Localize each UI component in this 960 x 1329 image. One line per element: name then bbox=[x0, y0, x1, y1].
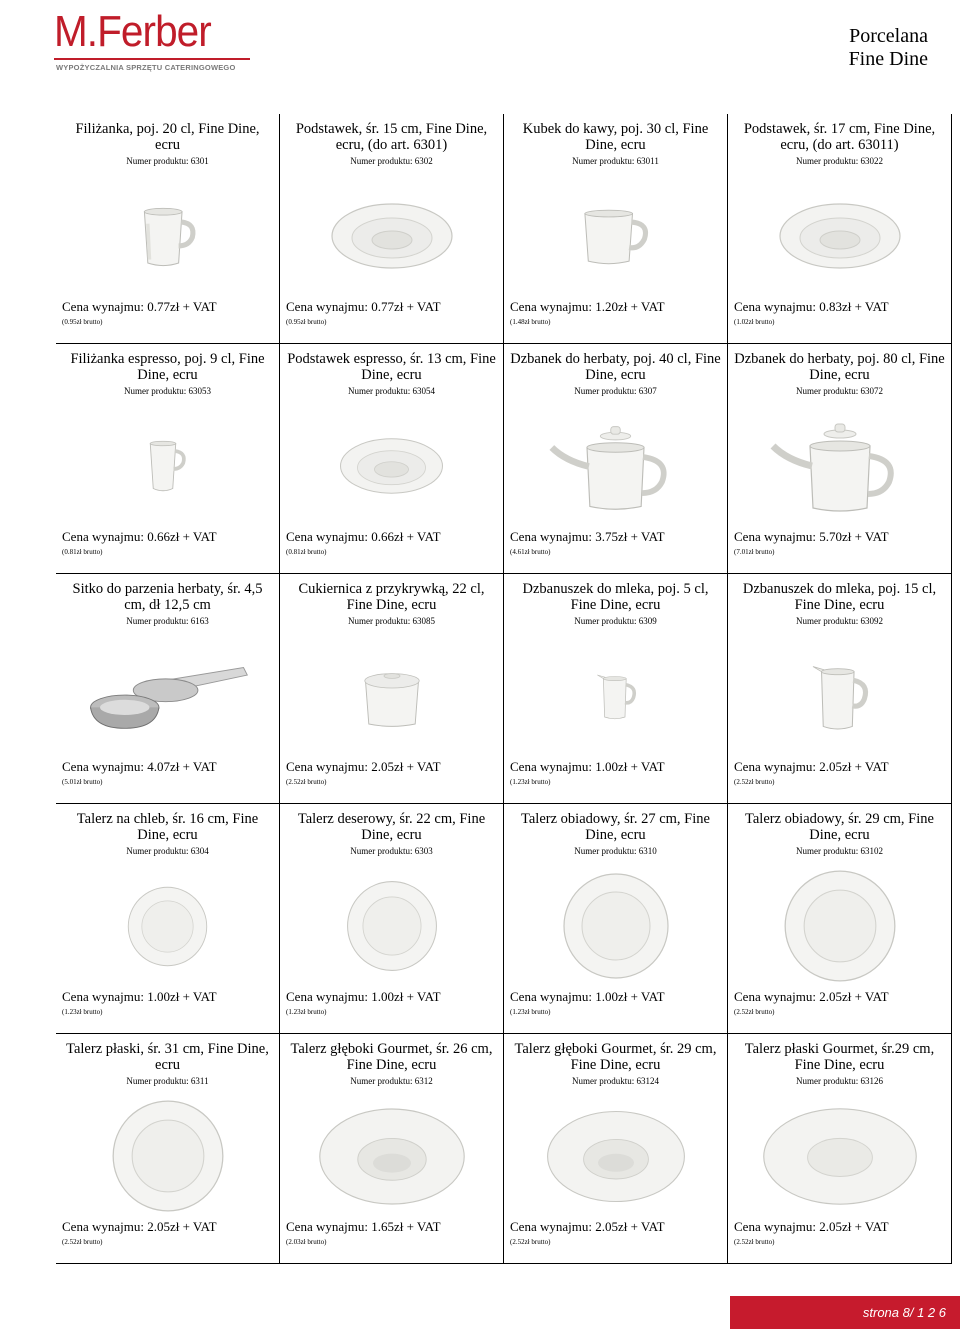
product-card bbox=[728, 574, 952, 804]
milk-jug-icon bbox=[516, 638, 715, 754]
brand-rule bbox=[54, 58, 250, 60]
product-name: Talerz na chleb, śr. 16 cm, Fine Dine, ecru bbox=[76, 811, 259, 843]
product-card bbox=[280, 1034, 504, 1264]
gross-price: (2.52zł brutto) bbox=[734, 1008, 775, 1016]
product-name: Talerz głęboki Gourmet, śr. 26 cm, Fine Dine, ecru bbox=[290, 1041, 493, 1073]
rental-price: Cena wynajmu: 0.77zł + VAT bbox=[62, 299, 217, 314]
product-number: Numer produktu: 6312 bbox=[350, 1076, 433, 1086]
product-name: Dzbanuszek do mleka, poj. 15 cl, Fine Dine, ecru bbox=[742, 581, 937, 613]
rental-price: Cena wynajmu: 4.07zł + VAT bbox=[62, 759, 217, 774]
page-number: strona 8/ 1 2 6 bbox=[862, 1305, 946, 1320]
product-card bbox=[504, 804, 728, 1034]
tea-strainer-icon bbox=[68, 638, 267, 754]
product-number: Numer produktu: 63102 bbox=[796, 846, 883, 856]
rental-price: Cena wynajmu: 1.20zł + VAT bbox=[510, 299, 665, 314]
product-name: Talerz głęboki Gourmet, śr. 29 cm, Fine Dine, ecru bbox=[514, 1041, 717, 1073]
product-card bbox=[728, 344, 952, 574]
gross-price: (2.52zł brutto) bbox=[734, 1238, 775, 1246]
product-number: Numer produktu: 6163 bbox=[126, 616, 209, 626]
product-card bbox=[504, 344, 728, 574]
plate-icon bbox=[292, 868, 491, 984]
product-number: Numer produktu: 63022 bbox=[796, 156, 883, 166]
product-name: Cukiernica z przykrywką, 22 cl, Fine Dine, ecru bbox=[298, 581, 485, 613]
product-number: Numer produktu: 6310 bbox=[574, 846, 657, 856]
rental-price: Cena wynajmu: 1.00zł + VAT bbox=[286, 989, 441, 1004]
plate-icon bbox=[68, 1098, 267, 1214]
product-card bbox=[504, 574, 728, 804]
saucer-icon bbox=[292, 178, 491, 294]
product-name: Talerz płaski, śr. 31 cm, Fine Dine, ecru bbox=[66, 1041, 269, 1073]
gross-price: (2.52zł brutto) bbox=[286, 778, 327, 786]
product-card bbox=[280, 804, 504, 1034]
product-card bbox=[56, 574, 280, 804]
gross-price: (1.23zł brutto) bbox=[510, 778, 551, 786]
product-card bbox=[280, 114, 504, 344]
product-number: Numer produktu: 63054 bbox=[348, 386, 435, 396]
product-card bbox=[56, 1034, 280, 1264]
product-number: Numer produktu: 63072 bbox=[796, 386, 883, 396]
gross-price: (0.95zł brutto) bbox=[286, 318, 327, 326]
gross-price: (0.95zł brutto) bbox=[62, 318, 103, 326]
product-card bbox=[728, 804, 952, 1034]
rental-price: Cena wynajmu: 2.05zł + VAT bbox=[286, 759, 441, 774]
product-name: Dzbanek do herbaty, poj. 40 cl, Fine Dine, ecru bbox=[510, 351, 721, 383]
product-number: Numer produktu: 63126 bbox=[796, 1076, 883, 1086]
product-number: Numer produktu: 6309 bbox=[574, 616, 657, 626]
product-name: Sitko do parzenia herbaty, śr. 4,5 cm, dł 12,5 cm bbox=[72, 581, 263, 613]
gross-price: (1.23zł brutto) bbox=[510, 1008, 551, 1016]
gross-price: (2.03zł brutto) bbox=[286, 1238, 327, 1246]
product-name: Dzbanuszek do mleka, poj. 5 cl, Fine Dine, ecru bbox=[522, 581, 709, 613]
product-card bbox=[56, 114, 280, 344]
gross-price: (1.23zł brutto) bbox=[62, 1008, 103, 1016]
saucer-icon bbox=[740, 178, 939, 294]
gross-price: (2.52zł brutto) bbox=[62, 1238, 103, 1246]
deep-plate-icon bbox=[516, 1098, 715, 1214]
gross-price: (4.61zł brutto) bbox=[510, 548, 551, 556]
brand-logo bbox=[54, 7, 254, 72]
rental-price: Cena wynajmu: 2.05zł + VAT bbox=[734, 1219, 889, 1234]
product-name: Talerz płaski Gourmet, śr.29 cm, Fine Dine, ecru bbox=[744, 1041, 935, 1073]
gross-price: (5.01zł brutto) bbox=[62, 778, 103, 786]
brand-name: M.Ferber bbox=[54, 7, 211, 56]
gross-price: (7.01zł brutto) bbox=[734, 548, 775, 556]
product-number: Numer produktu: 63124 bbox=[572, 1076, 659, 1086]
product-grid bbox=[56, 114, 952, 1264]
gross-price: (0.81zł brutto) bbox=[286, 548, 327, 556]
product-card bbox=[56, 344, 280, 574]
teapot-icon bbox=[740, 408, 939, 524]
rental-price: Cena wynajmu: 1.65zł + VAT bbox=[286, 1219, 441, 1234]
gross-price: (1.48zł brutto) bbox=[510, 318, 551, 326]
rental-price: Cena wynajmu: 0.66zł + VAT bbox=[286, 529, 441, 544]
rental-price: Cena wynajmu: 2.05zł + VAT bbox=[62, 1219, 217, 1234]
plate-icon bbox=[68, 868, 267, 984]
product-number: Numer produktu: 6304 bbox=[126, 846, 209, 856]
rental-price: Cena wynajmu: 2.05zł + VAT bbox=[510, 1219, 665, 1234]
product-number: Numer produktu: 63053 bbox=[124, 386, 211, 396]
espresso-cup-icon bbox=[68, 408, 267, 524]
product-name: Talerz obiadowy, śr. 29 cm, Fine Dine, ecru bbox=[745, 811, 934, 843]
product-name: Podstawek, śr. 15 cm, Fine Dine, ecru, (do art. 6301) bbox=[295, 121, 488, 153]
gross-price: (1.23zł brutto) bbox=[286, 1008, 327, 1016]
product-number: Numer produktu: 6311 bbox=[126, 1076, 209, 1086]
saucer-icon bbox=[292, 408, 491, 524]
product-card bbox=[504, 1034, 728, 1264]
milk-jug-icon bbox=[740, 638, 939, 754]
rental-price: Cena wynajmu: 2.05zł + VAT bbox=[734, 989, 889, 1004]
page-title-line1: Porcelana bbox=[849, 25, 928, 47]
product-number: Numer produktu: 63011 bbox=[572, 156, 659, 166]
product-name: Dzbanek do herbaty, poj. 80 cl, Fine Dine, ecru bbox=[734, 351, 945, 383]
page-footer bbox=[730, 1296, 960, 1329]
product-card bbox=[280, 344, 504, 574]
sugar-bowl-icon bbox=[292, 638, 491, 754]
product-card bbox=[504, 114, 728, 344]
product-number: Numer produktu: 6301 bbox=[126, 156, 209, 166]
page-title bbox=[849, 25, 928, 71]
product-number: Numer produktu: 6307 bbox=[574, 386, 657, 396]
product-name: Podstawek espresso, śr. 13 cm, Fine Dine, ecru bbox=[287, 351, 496, 383]
page-title-line2: Fine Dine bbox=[848, 48, 928, 70]
product-name: Filiżanka, poj. 20 cl, Fine Dine, ecru bbox=[75, 121, 260, 153]
plate-icon bbox=[740, 868, 939, 984]
teapot-icon bbox=[516, 408, 715, 524]
mug-icon bbox=[516, 178, 715, 294]
plate-icon bbox=[516, 868, 715, 984]
rental-price: Cena wynajmu: 0.83zł + VAT bbox=[734, 299, 889, 314]
deep-plate-icon bbox=[292, 1098, 491, 1214]
rental-price: Cena wynajmu: 0.66zł + VAT bbox=[62, 529, 217, 544]
rental-price: Cena wynajmu: 5.70zł + VAT bbox=[734, 529, 889, 544]
gross-price: (0.81zł brutto) bbox=[62, 548, 103, 556]
product-name: Talerz deserowy, śr. 22 cm, Fine Dine, ecru bbox=[297, 811, 486, 843]
product-name: Podstawek, śr. 17 cm, Fine Dine, ecru, (do art. 63011) bbox=[743, 121, 936, 153]
product-number: Numer produktu: 63085 bbox=[348, 616, 435, 626]
rental-price: Cena wynajmu: 1.00zł + VAT bbox=[62, 989, 217, 1004]
rental-price: Cena wynajmu: 2.05zł + VAT bbox=[734, 759, 889, 774]
product-card bbox=[728, 114, 952, 344]
product-card bbox=[280, 574, 504, 804]
gross-price: (2.52zł brutto) bbox=[510, 1238, 551, 1246]
product-number: Numer produktu: 6303 bbox=[350, 846, 433, 856]
rental-price: Cena wynajmu: 1.00zł + VAT bbox=[510, 759, 665, 774]
product-name: Kubek do kawy, poj. 30 cl, Fine Dine, ecru bbox=[522, 121, 709, 153]
cup-icon bbox=[68, 178, 267, 294]
product-number: Numer produktu: 63092 bbox=[796, 616, 883, 626]
gourmet-plate-icon bbox=[740, 1098, 939, 1214]
product-card bbox=[56, 804, 280, 1034]
product-name: Talerz obiadowy, śr. 27 cm, Fine Dine, ecru bbox=[521, 811, 710, 843]
product-card bbox=[728, 1034, 952, 1264]
rental-price: Cena wynajmu: 0.77zł + VAT bbox=[286, 299, 441, 314]
product-name: Filiżanka espresso, poj. 9 cl, Fine Dine, ecru bbox=[70, 351, 265, 383]
gross-price: (1.02zł brutto) bbox=[734, 318, 775, 326]
brand-tagline: WYPOŻYCZALNIA SPRZĘTU CATERINGOWEGO bbox=[56, 63, 236, 72]
rental-price: Cena wynajmu: 1.00zł + VAT bbox=[510, 989, 665, 1004]
product-number: Numer produktu: 6302 bbox=[350, 156, 433, 166]
rental-price: Cena wynajmu: 3.75zł + VAT bbox=[510, 529, 665, 544]
gross-price: (2.52zł brutto) bbox=[734, 778, 775, 786]
